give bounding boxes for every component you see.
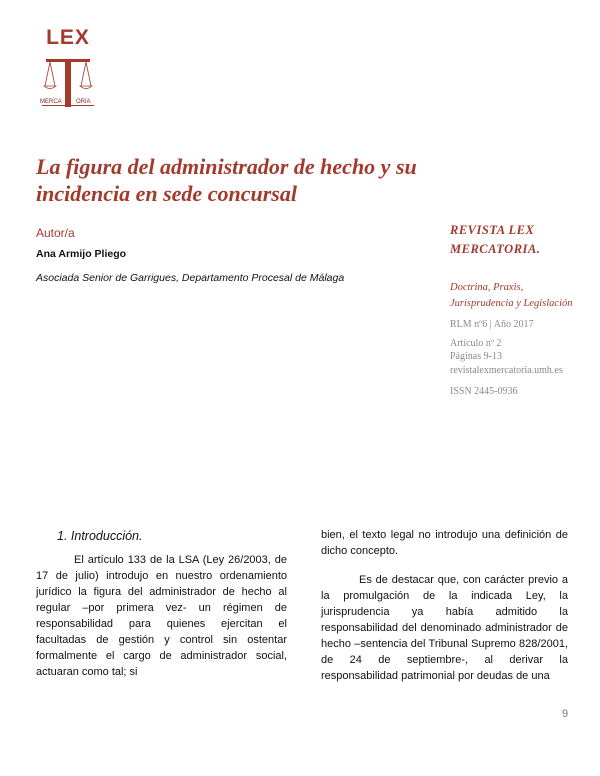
journal-issue: RLM nº6 | Año 2017 <box>450 319 534 330</box>
author-label: Autor/a <box>36 226 75 240</box>
journal-subtitle: Doctrina, Praxis, Jurisprudencia y Legislación <box>450 282 573 309</box>
paragraph: bien, el texto legal no introdujo una definición de dicho concepto. <box>321 529 568 557</box>
logo-text-oria: ORIA <box>76 99 91 105</box>
paragraph: El artículo 133 de la LSA (Ley 26/2003, de 17 de julio) introdujo en nuestro ordenamiento jurídico la figura del administrador de hecho al regular –por primera vez- un régimen de responsabilidad para quienes ejercitan el facultadas de gestión y control sin ostentar formalmente el cargo de administrador social, actuaran como tal; si <box>36 554 287 678</box>
author-name: Ana Armijo Pliego <box>36 248 127 260</box>
journal-issn: ISSN 2445-0936 <box>450 386 518 397</box>
journal-name: REVISTA LEX MERCATORIA. <box>450 223 541 256</box>
page-number: 9 <box>562 708 569 720</box>
author-affiliation: Asociada Senior de Garrigues, Departamento Procesal de Málaga <box>36 272 345 284</box>
logo-text-merca: MERCA <box>40 99 62 105</box>
article-title: La figura del administrador de hecho y su incidencia en sede concursal <box>36 154 417 206</box>
section-heading: 1. Introducción. <box>57 529 143 543</box>
logo-text-lex: LEX <box>46 26 90 49</box>
right-column <box>321 527 568 684</box>
journal-pages: Páginas 9-13 <box>450 351 502 362</box>
paragraph: Es de destacar que, con carácter previo a la promulgación de la indicada Ley, la jurisprudencia ya había admitido la responsabilidad del denominado administrador de hecho –sentencia del Tribunal Supremo 828/2001, de 24 de septiembre-, al derivar la responsabilidad patrimonial por deudas de una <box>321 574 568 682</box>
journal-website: revistalexmercatoria.umh.es <box>450 365 563 376</box>
left-column <box>36 552 287 680</box>
journal-article-number: Artículo nº 2 <box>450 338 502 349</box>
